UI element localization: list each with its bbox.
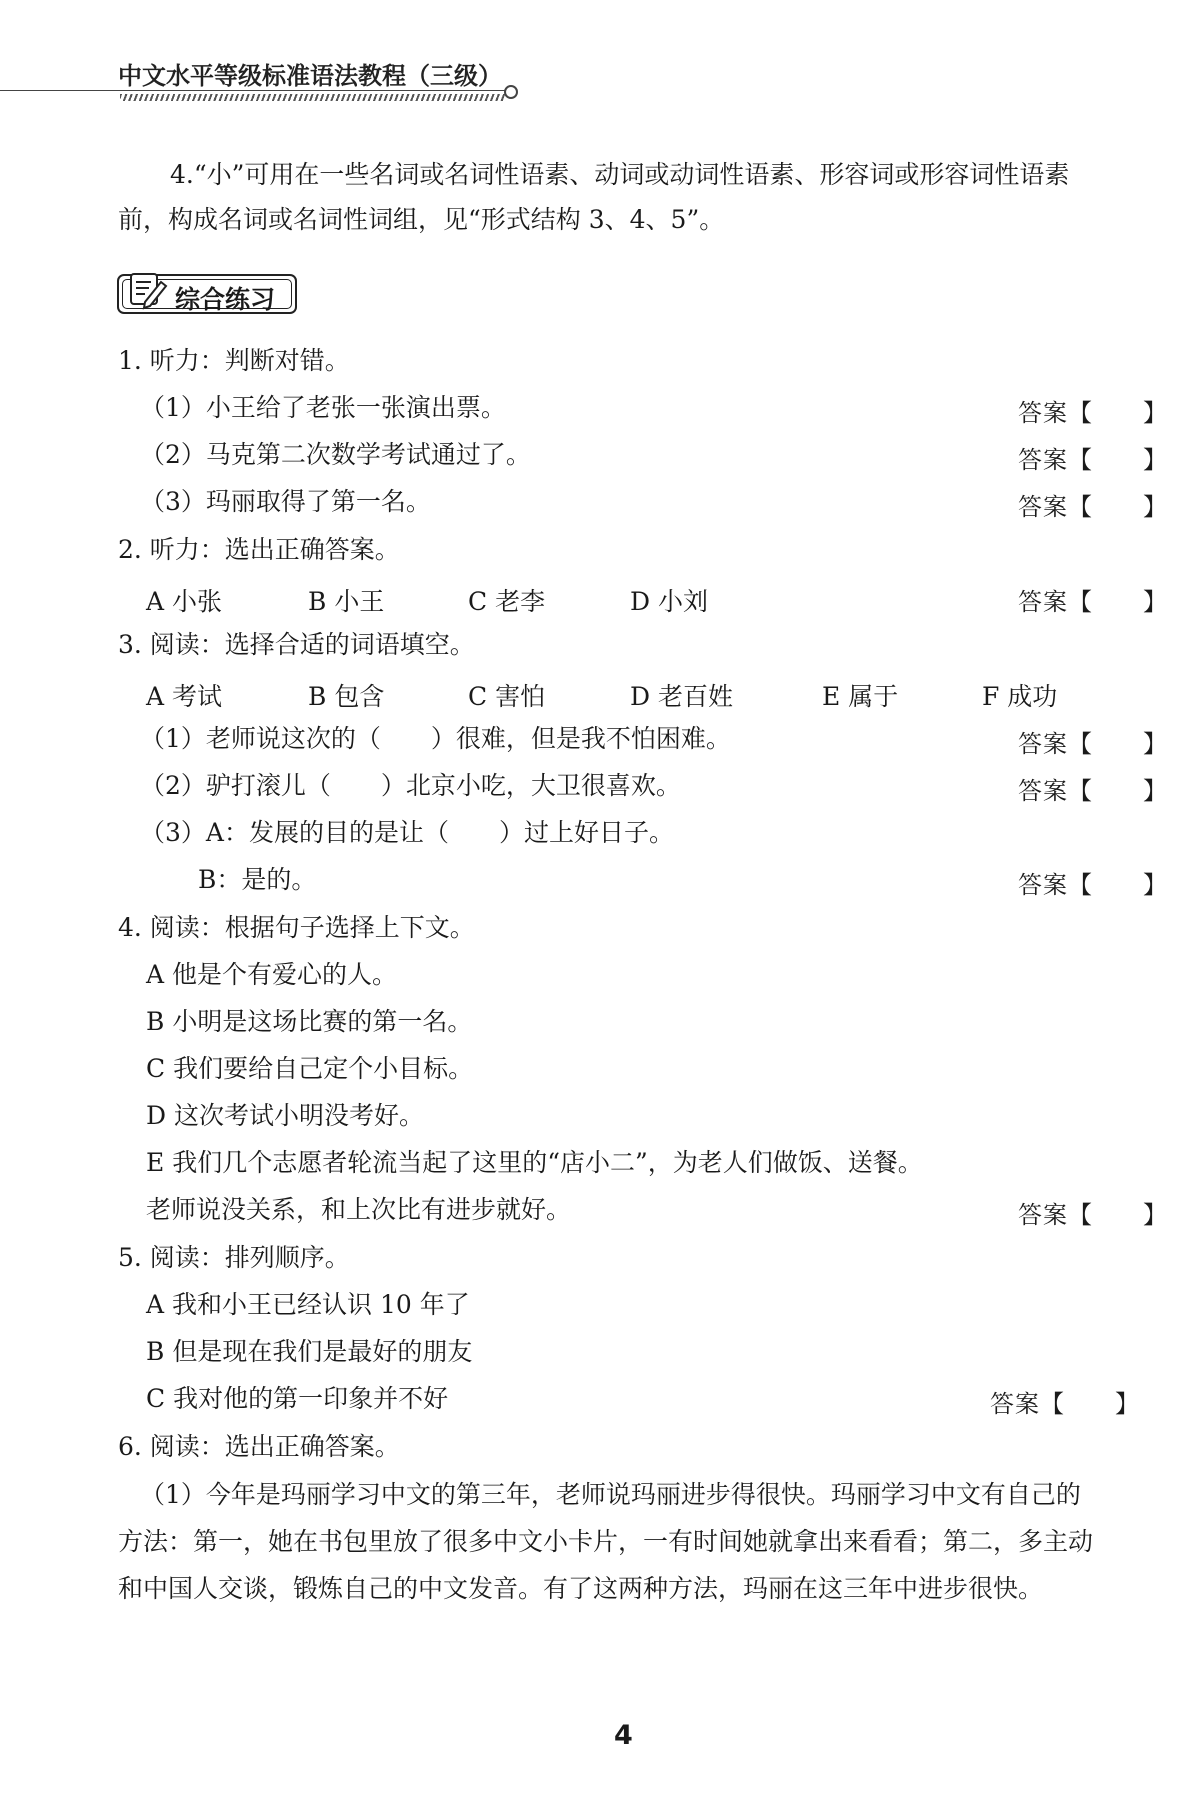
header-hatch [120, 94, 505, 101]
q3-answer-2[interactable]: 答案【 】 [1018, 777, 1168, 805]
q2-option-c: C 老李 [468, 587, 546, 616]
q6-prompt: 6. 阅读：选出正确答案。 [118, 1432, 400, 1461]
q3-item-3-b: B：是的。 [198, 865, 317, 894]
note-line-2: 前，构成名词或名词性词组，见“形式结构 3、4、5”。 [118, 205, 725, 234]
pencil-notebook-icon [127, 268, 171, 312]
note-line-1: 4.“小”可用在一些名词或名词性语素、动词或动词性语素、形容词或形容词性语素 [170, 160, 1070, 189]
book-title: 中文水平等级标准语法教程（三级） [118, 62, 502, 90]
section-title: 综合练习 [175, 285, 276, 314]
q1-item-2: （2）马克第二次数学考试通过了。 [140, 440, 531, 469]
q5-prompt: 5. 阅读：排列顺序。 [118, 1243, 350, 1272]
q6-passage-line-2: 方法：第一，她在书包里放了很多中文小卡片，一有时间她就拿出来看看；第二，多主动 [118, 1527, 1094, 1556]
q2-option-a: A 小张 [146, 587, 223, 616]
q4-option-d: D 这次考试小明没考好。 [146, 1101, 424, 1130]
q5-answer[interactable]: 答案【 】 [990, 1390, 1140, 1418]
q3-option-c: C 害怕 [468, 682, 546, 711]
q3-option-d: D 老百姓 [630, 682, 733, 711]
q1-prompt: 1. 听力：判断对错。 [118, 346, 350, 375]
q2-prompt: 2. 听力：选出正确答案。 [118, 535, 400, 564]
q3-item-2: （2）驴打滚儿（ ）北京小吃，大卫很喜欢。 [140, 771, 681, 800]
q3-option-e: E 属于 [822, 682, 899, 711]
q1-item-3: （3）玛丽取得了第一名。 [140, 487, 431, 516]
q4-prompt: 4. 阅读：根据句子选择上下文。 [118, 913, 475, 942]
q6-passage-line-3: 和中国人交谈，锻炼自己的中文发音。有了这两种方法，玛丽在这三年中进步很快。 [118, 1574, 1044, 1603]
q5-option-c: C 我对他的第一印象并不好 [146, 1384, 449, 1413]
page-number: 4 [614, 1720, 633, 1751]
q3-answer-3[interactable]: 答案【 】 [1018, 871, 1168, 899]
q4-option-a: A 他是个有爱心的人。 [146, 960, 398, 989]
q3-prompt: 3. 阅读：选择合适的词语填空。 [118, 630, 475, 659]
q5-option-a: A 我和小王已经认识 10 年了 [146, 1290, 470, 1319]
q2-option-d: D 小刘 [630, 587, 708, 616]
q2-answer[interactable]: 答案【 】 [1018, 588, 1168, 616]
q6-passage-line-1: （1）今年是玛丽学习中文的第三年，老师说玛丽进步得很快。玛丽学习中文有自己的 [140, 1480, 1081, 1509]
q1-answer-2[interactable]: 答案【 】 [1018, 446, 1168, 474]
q3-option-b: B 包含 [308, 682, 385, 711]
q4-question: 老师说没关系，和上次比有进步就好。 [146, 1195, 572, 1224]
header-rule-dot [504, 85, 518, 99]
q3-item-1: （1）老师说这次的（ ）很难，但是我不怕困难。 [140, 724, 731, 753]
header-rule [0, 90, 512, 91]
q1-answer-1[interactable]: 答案【 】 [1018, 399, 1168, 427]
q4-option-b: B 小明是这场比赛的第一名。 [146, 1007, 473, 1036]
q1-answer-3[interactable]: 答案【 】 [1018, 493, 1168, 521]
q2-option-b: B 小王 [308, 587, 385, 616]
q4-option-c: C 我们要给自己定个小目标。 [146, 1054, 474, 1083]
q4-option-e: E 我们几个志愿者轮流当起了这里的“店小二”，为老人们做饭、送餐。 [146, 1148, 923, 1177]
q3-item-3: （3）A：发展的目的是让（ ）过上好日子。 [140, 818, 674, 847]
q3-answer-1[interactable]: 答案【 】 [1018, 730, 1168, 758]
q5-option-b: B 但是现在我们是最好的朋友 [146, 1337, 473, 1366]
q3-option-f: F 成功 [982, 682, 1058, 711]
q3-option-a: A 考试 [146, 682, 223, 711]
q4-answer[interactable]: 答案【 】 [1018, 1201, 1168, 1229]
q1-item-1: （1）小王给了老张一张演出票。 [140, 393, 506, 422]
